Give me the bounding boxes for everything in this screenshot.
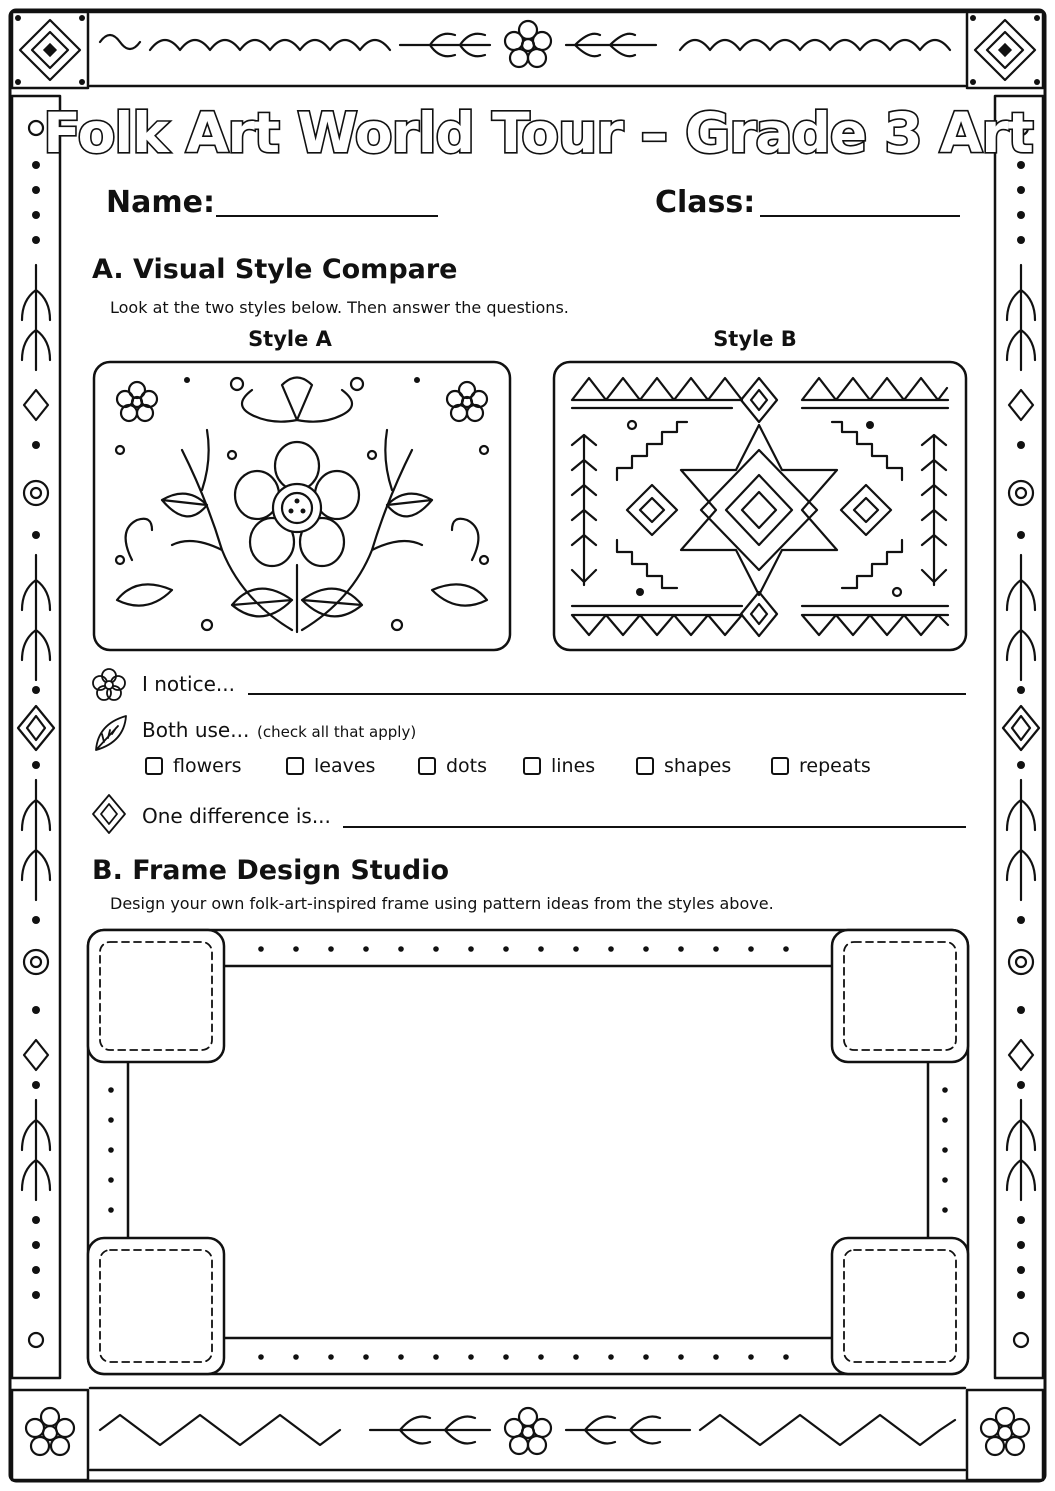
style-b-panel — [552, 360, 968, 652]
checkbox-box[interactable] — [771, 757, 789, 775]
name-input-line[interactable] — [216, 215, 438, 217]
corner-box-bottom-right — [832, 1238, 968, 1374]
diamond-icon — [90, 792, 128, 836]
checkbox-dots[interactable] — [418, 755, 487, 777]
checkbox-box[interactable] — [286, 757, 304, 775]
checkbox-box[interactable] — [636, 757, 654, 775]
q3-answer-line[interactable] — [343, 826, 966, 828]
style-b-label: Style B — [713, 327, 797, 351]
section-b-instructions: Design your own folk-art-inspired frame using pattern ideas from the styles above. — [110, 894, 774, 913]
corner-box-top-left — [88, 930, 224, 1062]
q3-prompt: One difference is... — [142, 804, 331, 828]
checkbox-label: dots — [446, 755, 488, 777]
leaf-icon — [90, 712, 130, 754]
q1-prompt: I notice... — [142, 672, 235, 696]
corner-box-bottom-left — [88, 1238, 224, 1374]
checkbox-label: repeats — [799, 755, 871, 777]
section-a-heading: A. Visual Style Compare — [92, 254, 458, 285]
style-a-label: Style A — [248, 327, 332, 351]
q2-prompt: Both use... — [142, 718, 250, 742]
section-a-instructions: Look at the two styles below. Then answer the questions. — [110, 298, 569, 317]
checkbox-label: leaves — [314, 755, 376, 777]
page-title — [43, 92, 1033, 172]
section-b-heading: B. Frame Design Studio — [92, 855, 450, 886]
checkbox-repeats[interactable] — [771, 755, 871, 777]
checkbox-box[interactable] — [145, 757, 163, 775]
checkbox-label: shapes — [664, 755, 732, 777]
class-input-line[interactable] — [760, 215, 960, 217]
checkbox-label: flowers — [173, 755, 242, 777]
checkbox-lines[interactable] — [523, 755, 595, 777]
class-label: Class: — [655, 185, 756, 220]
checkbox-box[interactable] — [523, 757, 541, 775]
flower-icon — [90, 666, 128, 704]
corner-box-top-right — [832, 930, 968, 1062]
page-title-text: Folk Art World Tour – Grade 3 Art — [43, 101, 1033, 165]
q2-hint: (check all that apply) — [257, 723, 417, 741]
style-a-panel — [92, 360, 512, 652]
q1-answer-line[interactable] — [248, 693, 966, 695]
center-flower-icon — [235, 442, 359, 566]
name-label: Name: — [106, 185, 215, 220]
checkbox-shapes[interactable] — [636, 755, 731, 777]
checkbox-flowers[interactable] — [145, 755, 242, 777]
checkbox-box[interactable] — [418, 757, 436, 775]
checkbox-label: lines — [551, 755, 596, 777]
frame-design-area[interactable] — [86, 928, 970, 1378]
checkbox-leaves[interactable] — [286, 755, 375, 777]
